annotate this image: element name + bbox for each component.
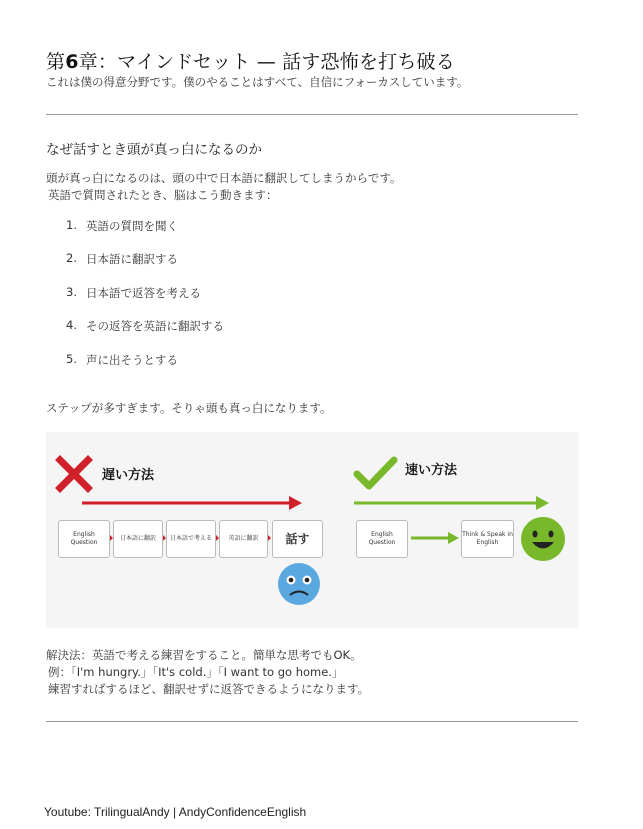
page-title <box>46 47 455 74</box>
box-label: English Question <box>70 531 98 546</box>
step-text: 日本語で返答を考える <box>86 285 201 300</box>
title-suffix: 章：マインドセット — 話す恐怖を打ち破る <box>78 50 455 73</box>
intro-text: これは僕の得意分野です。僕のやることはすべて、自信にフォーカスしています。 <box>46 75 469 89</box>
explanation-line-2: 英語で質問されたとき、脳はこう動きます： <box>48 188 278 202</box>
step-number: 5. <box>66 351 77 366</box>
solution-line-1: 解決法：英語で考える練習をすること。簡単な思考でもOK。 <box>46 648 362 662</box>
solution-line-2: 例：「I'm hungry.」「It's cold.」「I want to go home.」 <box>48 665 344 679</box>
speak-box <box>272 520 323 558</box>
think-in-japanese-box <box>166 520 216 558</box>
footer-credit: Youtube: TrilingualAndy | AndyConfidenceEnglish <box>44 805 307 819</box>
box-label: Think & Speak in English <box>462 531 513 546</box>
steps-list <box>66 218 224 385</box>
think-speak-english-box <box>461 520 514 558</box>
comparison-diagram <box>46 432 579 628</box>
solution-paragraph <box>46 647 369 698</box>
english-question-box <box>58 520 110 558</box>
explanation-line-1: 頭が真っ白になるのは、頭の中で日本語に翻訳してしまうからです。 <box>46 171 402 185</box>
step-text: 声に出そうとする <box>86 352 178 367</box>
box-label: 日本語に翻訳 <box>119 535 156 542</box>
solution-line-3: 練習すればするほど、翻訳せずに返答できるようになります。 <box>48 682 370 696</box>
box-label: English Question <box>368 531 396 546</box>
section-heading: なぜ話すとき頭が真っ白になるのか <box>46 142 262 158</box>
sad-face-icon <box>278 563 320 605</box>
happy-face-icon <box>521 517 565 561</box>
top-divider <box>46 114 578 115</box>
box-label: 日本語で考える <box>169 535 212 542</box>
step-number: 3. <box>66 284 77 299</box>
list-item <box>66 352 224 385</box>
box-label: 話す <box>285 532 310 546</box>
explanation-paragraph <box>46 170 401 204</box>
box-label: 英語に翻訳 <box>228 535 259 542</box>
list-item <box>66 251 224 284</box>
step-number: 1. <box>66 218 77 232</box>
fast-arrow <box>354 496 549 510</box>
fast-method-label: 速い方法 <box>405 463 458 478</box>
step-number: 4. <box>66 318 77 333</box>
chapter-number: 6 <box>65 50 79 73</box>
translate-to-japanese-box <box>113 520 163 558</box>
slow-arrow <box>82 496 302 510</box>
step-number: 2. <box>66 251 77 266</box>
translate-to-english-box <box>219 520 268 558</box>
english-question-box-fast <box>356 520 408 558</box>
step-text: 日本語に翻訳する <box>86 252 178 267</box>
title-prefix: 第 <box>46 50 66 73</box>
bottom-divider <box>46 721 578 722</box>
list-item <box>66 218 224 251</box>
green-check-icon <box>357 460 394 486</box>
list-item <box>66 285 224 318</box>
step-text: 英語の質問を聞く <box>86 219 178 233</box>
fast-short-arrow <box>411 532 459 544</box>
list-item <box>66 318 224 351</box>
conclusion-text: ステップが多すぎます。そりゃ頭も真っ白になります。 <box>46 401 332 415</box>
slow-method-label: 遅い方法 <box>102 468 155 483</box>
red-x-icon <box>60 460 88 488</box>
step-text: その返答を英語に翻訳する <box>86 319 224 334</box>
